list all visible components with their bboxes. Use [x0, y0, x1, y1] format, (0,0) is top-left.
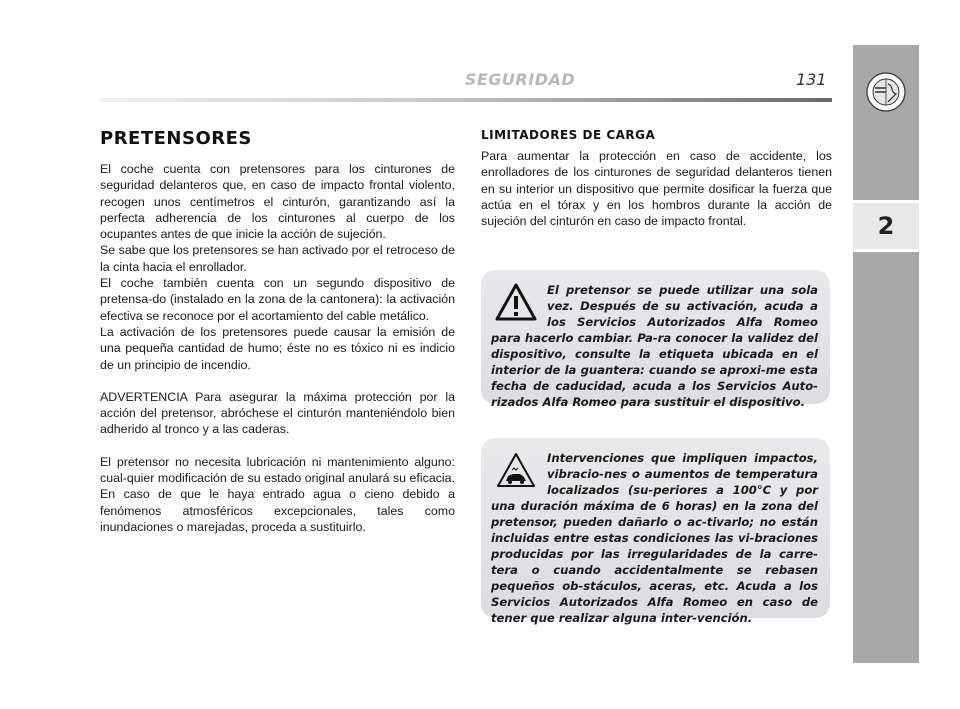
page-header-title: SEGURIDAD: [464, 70, 576, 89]
alfa-romeo-logo-icon: [866, 72, 906, 112]
warning-paragraph: ADVERTENCIA Para asegurar la máxima protección por la acción del pretensor, abróchese el cinturón manteniéndolo bien adherido al tronco y a las caderas.: [100, 389, 455, 437]
warning-box: [481, 270, 830, 409]
caution-text: Intervenciones que impliquen impactos, vibracio-nes o aumentos de temperatura localizados (su-periores a 100°C y por una duración máxima de 6 horas) en la zona del pretensor, pueden dañarlo o ac-tivarlo; no están incluidas entre estas condiciones las vi-braciones producidas por las irregularidades de la carre-tera o cuando accidentalmente se rebasen pequeños ob-stáculos, aceras, etc. Acuda a los Servicios Autorizados Alfa Romeo en caso de tener que realizar alguna inter-vención.: [491, 451, 818, 625]
warning-text: El pretensor se puede utilizar una sola vez. Después de su activación, acuda a los Servicios Autorizados Alfa Romeo para hacerlo cambiar. Pa-ra conocer la validez del dispositivo, consulte la etiqueta ubicada en el interior de la guantera: cuando se aproxi-me esta fecha de caducidad, acuda a los Servicios Auto-rizados Alfa Romeo para sustituir el dispositivo.: [491, 283, 818, 409]
right-column: [481, 128, 832, 229]
paragraph: Para aumentar la protección en caso de accidente, los enrolladores de los cinturones de seguridad delanteros tienen en su interior un dispositivo que permite dosificar la fuerza que actúa en el tórax y en los hombros durante la acción de sujeción del cinturón en caso de impacto frontal.: [481, 149, 832, 229]
caution-box: [481, 438, 830, 625]
chapter-sidebar: [853, 45, 919, 663]
chapter-number-tab[interactable]: 2: [853, 200, 919, 252]
paragraph: La activación de los pretensores puede causar la emisión de una pequeña cantidad de humo; éste no es tóxico ni es indicio de un principio de incendio.: [100, 324, 455, 372]
section-heading-pretensores: PRETENSORES: [100, 128, 252, 149]
car-hazard-triangle-icon: [495, 450, 537, 490]
paragraph: Se sabe que los pretensores se han activado por el retroceso de la cinta hacia el enrollador.: [100, 243, 455, 274]
paragraph: El pretensor no necesita lubricación ni mantenimiento alguno: cual-quier modificación de su estado original anulará su eficacia. En caso de que le haya entrado agua o cieno debido a fenómenos atmosféricos excepcionales, tales como inundaciones o marejadas, proceda a sustituirlo.: [100, 454, 455, 534]
left-column: [100, 128, 455, 535]
header-divider: [100, 98, 832, 102]
page-number: 131: [796, 70, 827, 89]
paragraph: El coche también cuenta con un segundo dispositivo de pretensa-do (instalado en la zona de la cantonera): la activación efectiva se reconoce por el acortamiento del cable metálico.: [100, 276, 455, 323]
paragraph: El coche cuenta con pretensores para los cinturones de seguridad delanteros que, en caso de impacto frontal violento, recogen unos centímetros el cinturón, garantizando así la perfecta adherencia de los cinturones al cuerpo de los ocupantes antes de que inicie la acción de sujeción.: [100, 162, 455, 242]
section-heading-limitadores: LIMITADORES DE CARGA: [481, 128, 656, 142]
warning-triangle-icon: [495, 282, 537, 322]
